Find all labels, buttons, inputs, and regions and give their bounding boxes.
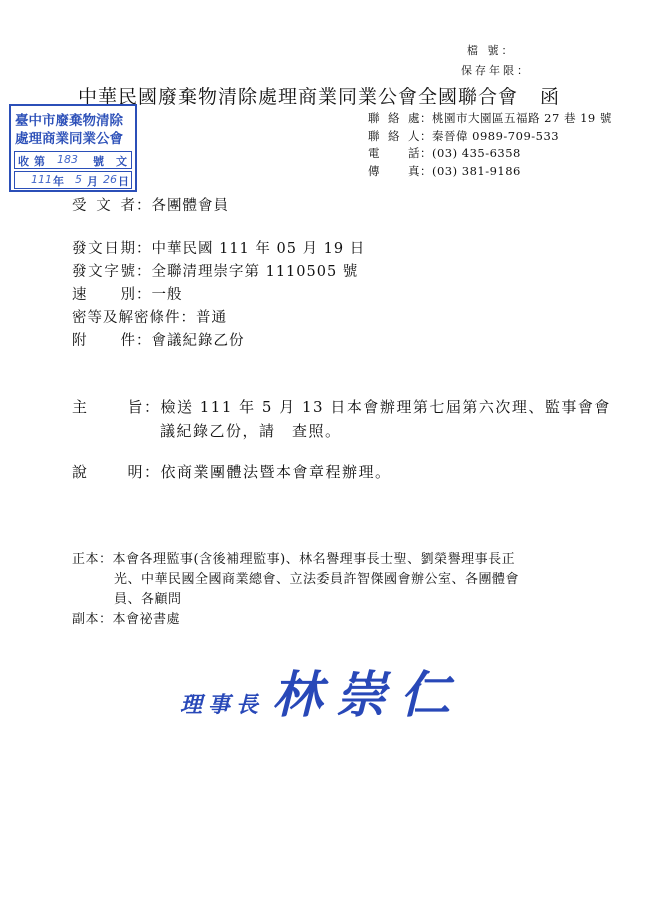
contact-person: 聯絡人：秦晉偉 0989-709-533 <box>368 128 560 143</box>
main-copy-line3: 員、各顧問 <box>114 592 182 607</box>
file-number-label: 檔 號： <box>467 44 516 57</box>
recipient-value: ：各團體會員 <box>136 198 229 214</box>
explanation-text: ：依商業團體法暨本會章程辦理。 <box>144 463 392 481</box>
receipt-stamp <box>9 104 137 192</box>
subject-line2: 議紀錄乙份，請 查照。 <box>160 422 342 440</box>
attachment-value: ：會議紀錄乙份 <box>136 333 245 349</box>
page-title <box>78 82 560 109</box>
sub-copy-label: 副本： <box>72 612 113 627</box>
contact-phone: 電話：(03) 435-6358 <box>368 146 521 160</box>
stamp-number-row: 收 第 183 號 文 <box>14 151 132 169</box>
doc-type: 函 <box>540 86 561 108</box>
secrecy-row: 密等及解密條件：普通 <box>72 310 227 326</box>
contact-fax: 傳真：(03) 381-9186 <box>368 163 521 178</box>
contact-block <box>368 110 612 180</box>
signature-title: 理事長 <box>180 693 265 718</box>
retention-label: 保存年限： <box>461 64 531 77</box>
attachment-row: 附件：會議紀錄乙份 <box>72 333 245 349</box>
subject-section <box>72 395 611 443</box>
contact-address: 聯絡處：桃園市大園區五福路 27 巷 19 號 <box>368 111 612 125</box>
sub-copy-value: 本會祕書處 <box>112 612 181 627</box>
subject-label: 主旨 <box>72 398 144 416</box>
speed-value: ：一般 <box>136 287 183 303</box>
speed-row: 速別：一般 <box>72 287 183 303</box>
stamp-org-line2: 處理商業同業公會 <box>15 131 123 147</box>
subject-line1: ：檢送 111 年 5 月 13 日本會辦理第七屆第六次理、監事會會 <box>144 398 611 416</box>
secrecy-value: ：普通 <box>180 310 227 326</box>
recipient-row: 受文者：各團體會員 <box>72 198 229 214</box>
date-row: 發文日期：中華民國 111 年 05 月 19 日 <box>72 241 366 257</box>
date-value: ：中華民國 111 年 05 月 19 日 <box>136 241 366 257</box>
chairman-signature <box>180 655 464 727</box>
main-copy-label: 正本： <box>72 552 113 567</box>
stamp-number: 183 <box>57 153 78 166</box>
reference-value: ：全聯清理崇字第 1110505 號 <box>136 264 359 280</box>
copies-section <box>72 550 519 630</box>
main-copy-line1: 本會各理監事(含後補理監事)、林名譽理事長士聖、劉榮譽理事長正 <box>112 552 516 567</box>
signature-name: 林崇仁 <box>272 666 465 724</box>
reference-row: 發文字號：全聯清理崇字第 1110505 號 <box>72 264 359 280</box>
stamp-org-line1: 臺中市廢棄物清除 <box>15 113 123 129</box>
main-copy-line2: 光、中華民國全國商業總會、立法委員許智傑國會辦公室、各團體會 <box>114 572 520 587</box>
explanation-section <box>72 460 392 484</box>
explanation-label: 說明 <box>72 463 144 481</box>
stamp-date-row: 111 年 5 月 26 日 <box>14 171 132 189</box>
org-name: 中華民國廢棄物清除處理商業同業公會全國聯合會 <box>78 86 519 108</box>
